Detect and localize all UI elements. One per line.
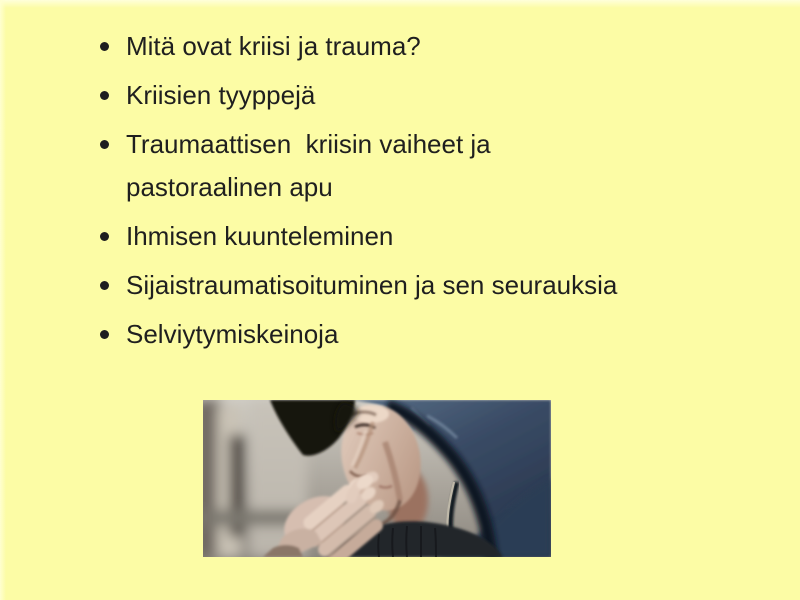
bullet-icon: [100, 91, 109, 100]
bullet-item-6: [92, 313, 760, 356]
bullet-icon: [100, 140, 109, 149]
bullet-text: Ihmisen kuunteleminen: [126, 221, 394, 251]
slide-edge-highlight-left: [0, 0, 6, 600]
bullet-text: Mitä ovat kriisi ja trauma?: [126, 31, 421, 61]
bullet-icon: [100, 281, 109, 290]
bullet-icon: [100, 42, 109, 51]
bullet-item-4: [92, 215, 760, 258]
bullet-icon: [100, 232, 109, 241]
bullet-item-1: [92, 25, 760, 68]
bullet-item-2: [92, 74, 760, 117]
bullet-text: Kriisien tyyppejä: [126, 80, 316, 110]
slide-edge-highlight-top: [0, 0, 800, 8]
bullet-text: Traumaattisen kriisin vaiheet ja: [126, 129, 491, 159]
bullet-item-3: [92, 123, 760, 209]
bullet-icon: [100, 330, 109, 339]
hooded-person-illustration: [203, 400, 551, 557]
bullet-text-wrap: pastoraalinen apu: [126, 172, 333, 202]
bullet-item-5: [92, 264, 760, 307]
bullet-text: Sijaistraumatisoituminen ja sen seurauksia: [126, 270, 618, 300]
bullet-text: Selviytymiskeinoja: [126, 319, 339, 349]
hooded-person-photo: [203, 400, 551, 557]
bullet-list: [92, 25, 760, 362]
